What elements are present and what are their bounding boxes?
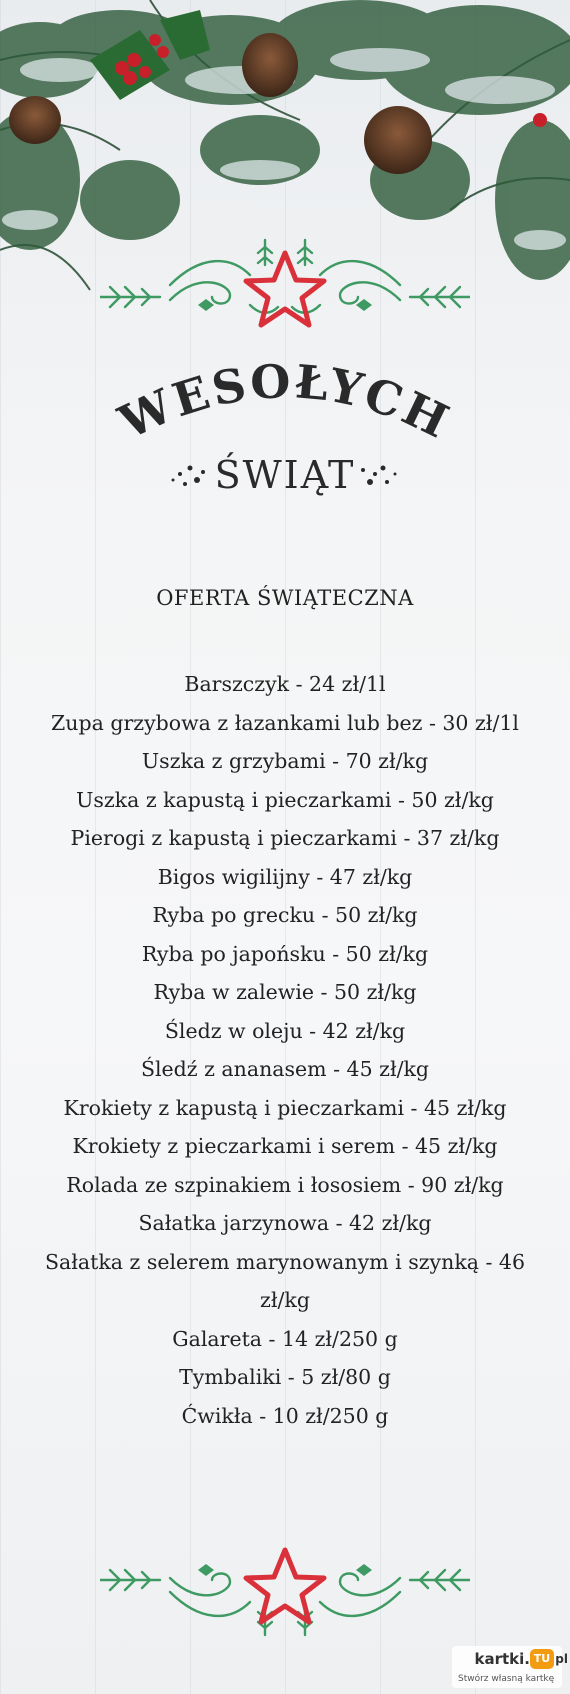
menu-item: Bigos wigilijny - 47 zł/kg — [157, 864, 413, 889]
menu-item: Ćwikła - 10 zł/250 g — [181, 1403, 389, 1428]
greeting-line1: WESOŁYCH — [111, 360, 460, 450]
menu-item: Krokiety z kapustą i pieczarkami - 45 zł/kg — [63, 1095, 507, 1120]
brand-name: kartki. — [474, 1650, 530, 1668]
menu-item: Uszka z kapustą i pieczarkami - 50 zł/kg — [76, 787, 494, 812]
menu-item: Uszka z grzybami - 70 zł/kg — [141, 749, 429, 773]
offer-title: OFERTA ŚWIĄTECZNA — [156, 586, 414, 610]
menu-item: Śledź z ananasem - 45 zł/kg — [140, 1057, 430, 1081]
brand-tagline: Stwórz własną kartkę — [458, 1674, 555, 1684]
greeting-lettering — [85, 360, 485, 500]
menu-item: Galareta - 14 zł/250 g — [172, 1326, 398, 1351]
star-wreath-icon — [100, 235, 470, 335]
menu-item: Sałatka z selerem marynowanym i szynką - 46 zł/kg — [44, 1249, 526, 1312]
star-wreath-icon — [100, 1540, 470, 1640]
menu-item: Śledz w oleju - 42 zł/kg — [164, 1018, 406, 1043]
brand-suffix: pl — [555, 1652, 568, 1666]
menu-item: Ryba po japońsku - 50 zł/kg — [141, 941, 429, 966]
menu-item: Rolada ze szpinakiem i łososiem - 90 zł/kg — [66, 1172, 504, 1197]
brand-logo[interactable] — [452, 1646, 568, 1688]
brand-badge: TU — [530, 1649, 554, 1669]
menu-item: Ryba po grecku - 50 zł/kg — [152, 903, 418, 927]
menu-item: Ryba w zalewie - 50 zł/kg — [153, 980, 417, 1004]
menu-item: Zupa grzybowa z łazankami lub bez - 30 zł/1l — [51, 710, 519, 735]
menu-item: Krokiety z pieczarkami i serem - 45 zł/kg — [72, 1134, 498, 1158]
greeting-line2: ŚWIĄT — [214, 453, 356, 497]
menu-item: Pierogi z kapustą i pieczarkami - 37 zł/kg — [70, 826, 500, 850]
menu-item: Barszczyk - 24 zł/1l — [184, 672, 386, 696]
menu-list — [20, 665, 550, 1435]
menu-item: Sałatka jarzynowa - 42 zł/kg — [138, 1211, 432, 1235]
menu-item: Tymbaliki - 5 zł/80 g — [179, 1365, 391, 1389]
